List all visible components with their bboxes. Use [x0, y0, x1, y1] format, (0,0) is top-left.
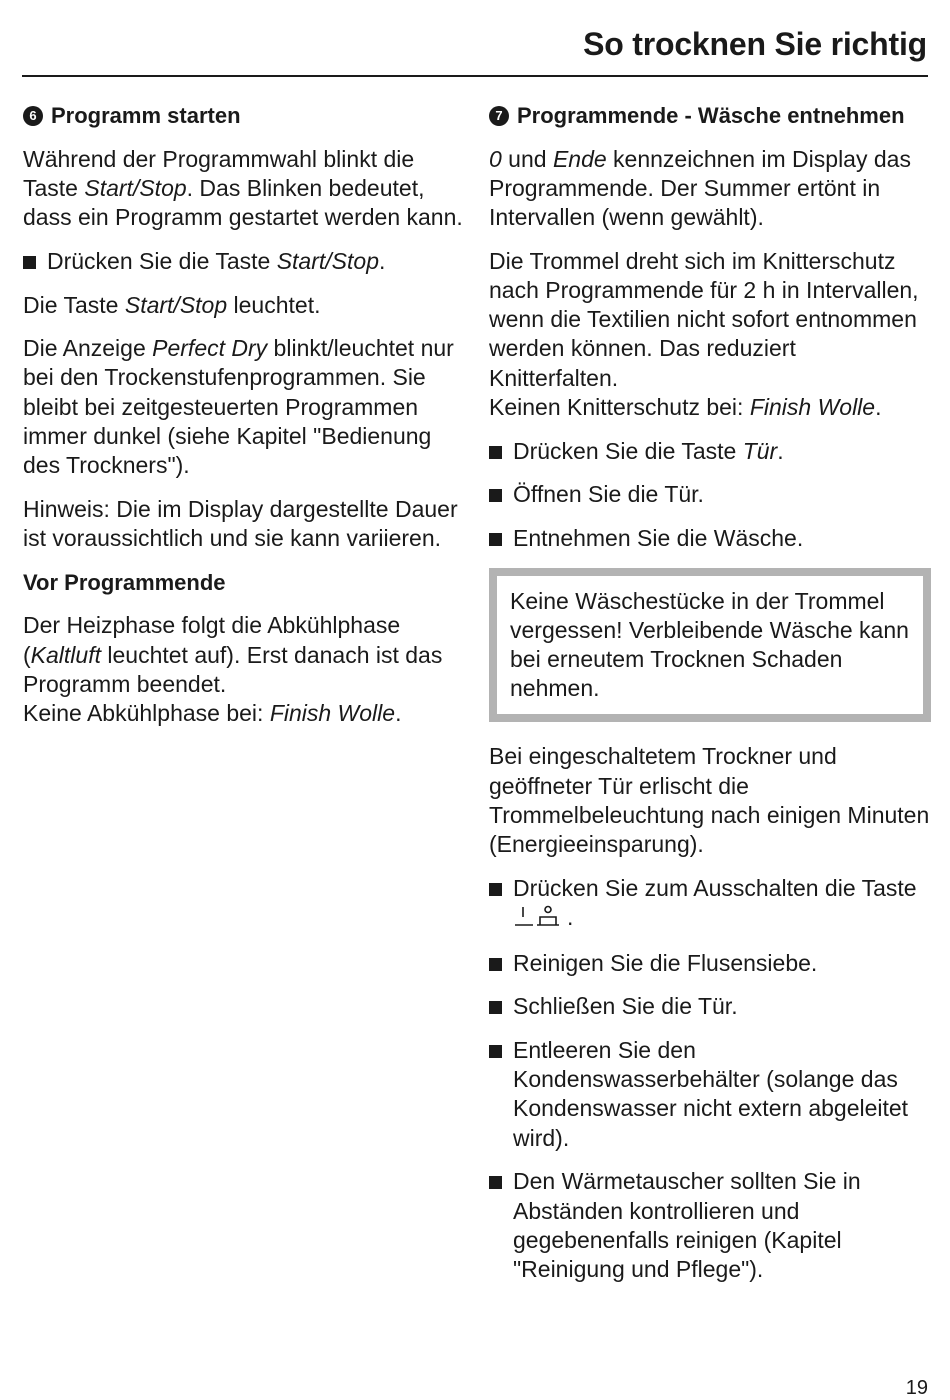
header-divider	[22, 75, 928, 77]
paragraph: Keine Abkühlphase bei: Finish Wolle.	[23, 699, 402, 726]
warning-text: Keine Wäschestücke in der Trommel vergessen! Verbleibende Wäsche kann bei erneutem Trocknen Schaden nehmen.	[510, 587, 909, 702]
warning-box	[489, 568, 931, 723]
bullet-square-icon	[489, 533, 502, 546]
bullet-square-icon	[23, 256, 36, 269]
list-item: Schließen Sie die Tür.	[489, 992, 931, 1021]
list-item: Entnehmen Sie die Wäsche.	[489, 524, 931, 553]
step-number-badge: 6	[23, 106, 43, 126]
paragraph: Während der Programmwahl blinkt die Taste Start/Stop. Das Blinken bedeutet, dass ein Programm gestartet werden kann.	[23, 145, 463, 231]
bullet-square-icon	[489, 1176, 502, 1189]
right-column	[489, 101, 931, 1299]
bullet-square-icon	[489, 883, 502, 896]
bullet-square-icon	[489, 489, 502, 502]
section-6-heading	[23, 101, 465, 130]
paragraph: Bei eingeschaltetem Trockner und geöffneter Tür erlischt die Trommelbeleuchtung nach einigen Minuten (Energieeinsparung).	[489, 743, 930, 858]
note-paragraph: Hinweis: Die im Display dargestellte Dauer ist voraussichtlich und sie kann variieren.	[23, 495, 458, 551]
list-item: Drücken Sie die Taste Tür.	[489, 437, 931, 466]
paragraph: 0 und Ende kennzeichnen im Display das Programmende. Der Summer ertönt in Intervallen (wenn gewählt).	[489, 145, 911, 231]
list-item: Drücken Sie die Taste Start/Stop.	[23, 247, 465, 276]
section-7-heading	[489, 101, 931, 130]
step-number-badge: 7	[489, 106, 509, 126]
subsection-heading: Vor Programmende	[23, 569, 226, 595]
bullet-square-icon	[489, 446, 502, 459]
list-item: Reinigen Sie die Flusensiebe.	[489, 949, 931, 978]
left-column	[23, 101, 465, 743]
paragraph: Die Trommel dreht sich im Knitterschutz nach Programmende für 2 h in Intervallen, wenn die Textilien nicht sofort entnommen werden können. Das reduziert Knitterfalten.	[489, 247, 919, 391]
list-item: Den Wärmetauscher sollten Sie in Abständen kontrollieren und gegebenenfalls reinigen (Kapitel "Reinigung und Pflege").	[489, 1167, 931, 1284]
page-number: 19	[905, 1377, 928, 1399]
paragraph: Keinen Knitterschutz bei: Finish Wolle.	[489, 393, 882, 420]
list-item: Entleeren Sie den Kondenswasserbehälter (solange das Kondenswasser nicht extern abgeleitet wird).	[489, 1036, 931, 1153]
section-6-title: Programm starten	[51, 103, 241, 128]
list-item: Öffnen Sie die Tür.	[489, 480, 931, 509]
bullet-square-icon	[489, 1045, 502, 1058]
bullet-square-icon	[489, 958, 502, 971]
bullet-square-icon	[489, 1001, 502, 1014]
section-7-title: Programmende - Wäsche entnehmen	[517, 103, 905, 128]
paragraph: Die Taste Start/Stop leuchtet.	[23, 291, 321, 318]
page-title: So trocknen Sie richtig	[583, 26, 927, 62]
list-item: Drücken Sie zum Ausschalten die Taste .	[489, 874, 931, 934]
power-on-off-icon	[513, 905, 567, 934]
paragraph: Der Heizphase folgt die Abkühlphase (Kaltluft leuchtet auf). Erst danach ist das Programm beendet.	[23, 612, 443, 697]
paragraph: Die Anzeige Perfect Dry blinkt/leuchtet nur bei den Trockenstufenprogrammen. Sie bleibt bei zeitgesteuerten Programmen immer dunkel (siehe Kapitel "Bedienung des Trockners").	[23, 335, 454, 479]
